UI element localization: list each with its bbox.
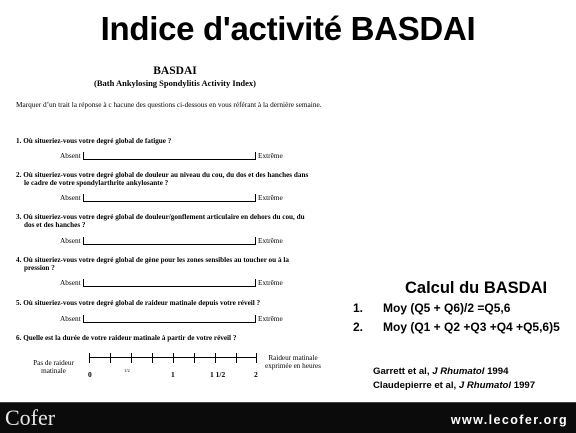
reference-journal: J Rhumatol — [432, 366, 488, 377]
scale-line[interactable] — [83, 194, 256, 202]
scale-extreme-label: Extrême — [258, 193, 283, 202]
reference-year: 1997 — [513, 380, 536, 391]
cofer-logo: Cofer — [5, 405, 56, 430]
question-1 — [16, 137, 336, 145]
timeline-tick — [89, 353, 90, 363]
timeline-left-label: Pas de raideur matinale — [33, 359, 74, 375]
scale-q3[interactable] — [60, 236, 292, 246]
scale-absent-label: Absent — [60, 314, 81, 323]
reference-2 — [373, 380, 535, 391]
slide-title: Indice d'activité BASDAI — [100, 10, 476, 47]
timeline-mark-2: 2 — [254, 370, 258, 379]
timeline-tick — [110, 353, 111, 363]
timeline-tick — [236, 353, 237, 363]
timeline-tick — [131, 353, 132, 363]
document-title: BASDAI — [153, 65, 197, 77]
timeline-mark-half: 1/2 — [124, 368, 130, 373]
scale-line[interactable] — [83, 315, 256, 323]
timeline-mark-1-half: 1 1/2 — [210, 370, 226, 379]
scale-q1[interactable] — [60, 151, 292, 161]
calc-title: Calcul du BASDAI — [405, 279, 548, 297]
question-text: 6. Quelle est la durée de votre raideur matinale à partir de votre réveil ? — [16, 334, 237, 342]
document-subtitle: (Bath Ankylosing Spondylitis Activity Index) — [93, 78, 256, 88]
timeline-right-label: Raideur matinale exprimée en heures — [265, 354, 321, 370]
question-6 — [16, 334, 336, 342]
scale-extreme-label: Extrême — [258, 151, 283, 160]
timeline-axis[interactable] — [89, 357, 257, 369]
question-text: 4. Où situeriez-vous votre degré global de gène pour les zones sensibles au toucher ou à la — [16, 256, 289, 264]
scale-line[interactable] — [83, 152, 256, 160]
scale-absent-label: Absent — [60, 193, 81, 202]
calc-step-number: 1. — [353, 301, 364, 315]
question-3 — [16, 213, 336, 230]
question-text-cont: pression ? — [24, 264, 55, 273]
timeline-tick — [152, 353, 153, 363]
timeline-tick — [194, 353, 195, 363]
scale-extreme-label: Extrême — [258, 314, 283, 323]
reference-journal: J Rhumatol — [458, 380, 514, 391]
timeline-tick — [215, 353, 216, 363]
scale-absent-label: Absent — [60, 236, 81, 245]
timeline-tick — [173, 353, 174, 363]
timeline-tick — [256, 353, 257, 363]
calc-step-1 — [353, 301, 510, 315]
timeline-mark-0: 0 — [88, 370, 92, 379]
calc-step-formula: Moy (Q5 + Q6)/2 =Q5,6 — [383, 301, 511, 315]
question-text: 5. Où situeriez-vous votre degré global de raideur matinale depuis votre réveil ? — [16, 299, 261, 307]
morning-stiffness-timeline[interactable] — [26, 345, 336, 385]
reference-authors: Claudepierre et al, — [373, 380, 459, 391]
scale-absent-label: Absent — [60, 151, 81, 160]
timeline-mark-1: 1 — [171, 370, 175, 379]
calc-step-2 — [353, 320, 560, 334]
scale-extreme-label: Extrême — [258, 278, 283, 287]
scale-extreme-label: Extrême — [258, 236, 283, 245]
reference-1 — [373, 366, 508, 377]
scale-line[interactable] — [83, 279, 256, 287]
scale-absent-label: Absent — [60, 278, 81, 287]
question-4 — [16, 256, 336, 273]
calc-step-formula: Moy (Q1 + Q2 +Q3 +Q4 +Q5,6)5 — [383, 320, 560, 334]
question-2 — [16, 171, 336, 188]
website-link[interactable]: www.lecofer.org — [450, 413, 568, 427]
scale-q5[interactable] — [60, 314, 292, 324]
question-text: 2. Où situeriez-vous votre degré global de douleur au niveau du cou, du dos et des hanches dans — [16, 171, 309, 179]
question-text: 1. Où situeriez-vous votre degré global de fatigue ? — [16, 137, 172, 145]
scale-q2[interactable] — [60, 193, 292, 203]
reference-year: 1994 — [487, 366, 509, 377]
document-intro: Marquer d’un trait la réponse à c hacune des questions ci-dessous en vous référant à la dernière semaine. — [16, 100, 322, 109]
calc-step-number: 2. — [353, 320, 364, 334]
question-5 — [16, 299, 336, 307]
reference-authors: Garrett et al, — [373, 366, 433, 377]
question-text-cont: le cadre de votre spondylarthrite ankylosante ? — [24, 179, 169, 188]
question-text-cont: dos et des hanches ? — [24, 221, 86, 230]
question-text: 3. Où situeriez-vous votre degré global de douleur/gonflement articulaire en dehors du cou, du — [16, 213, 305, 221]
scale-line[interactable] — [83, 237, 256, 245]
scale-q4[interactable] — [60, 278, 292, 288]
footer-bar — [0, 402, 576, 433]
